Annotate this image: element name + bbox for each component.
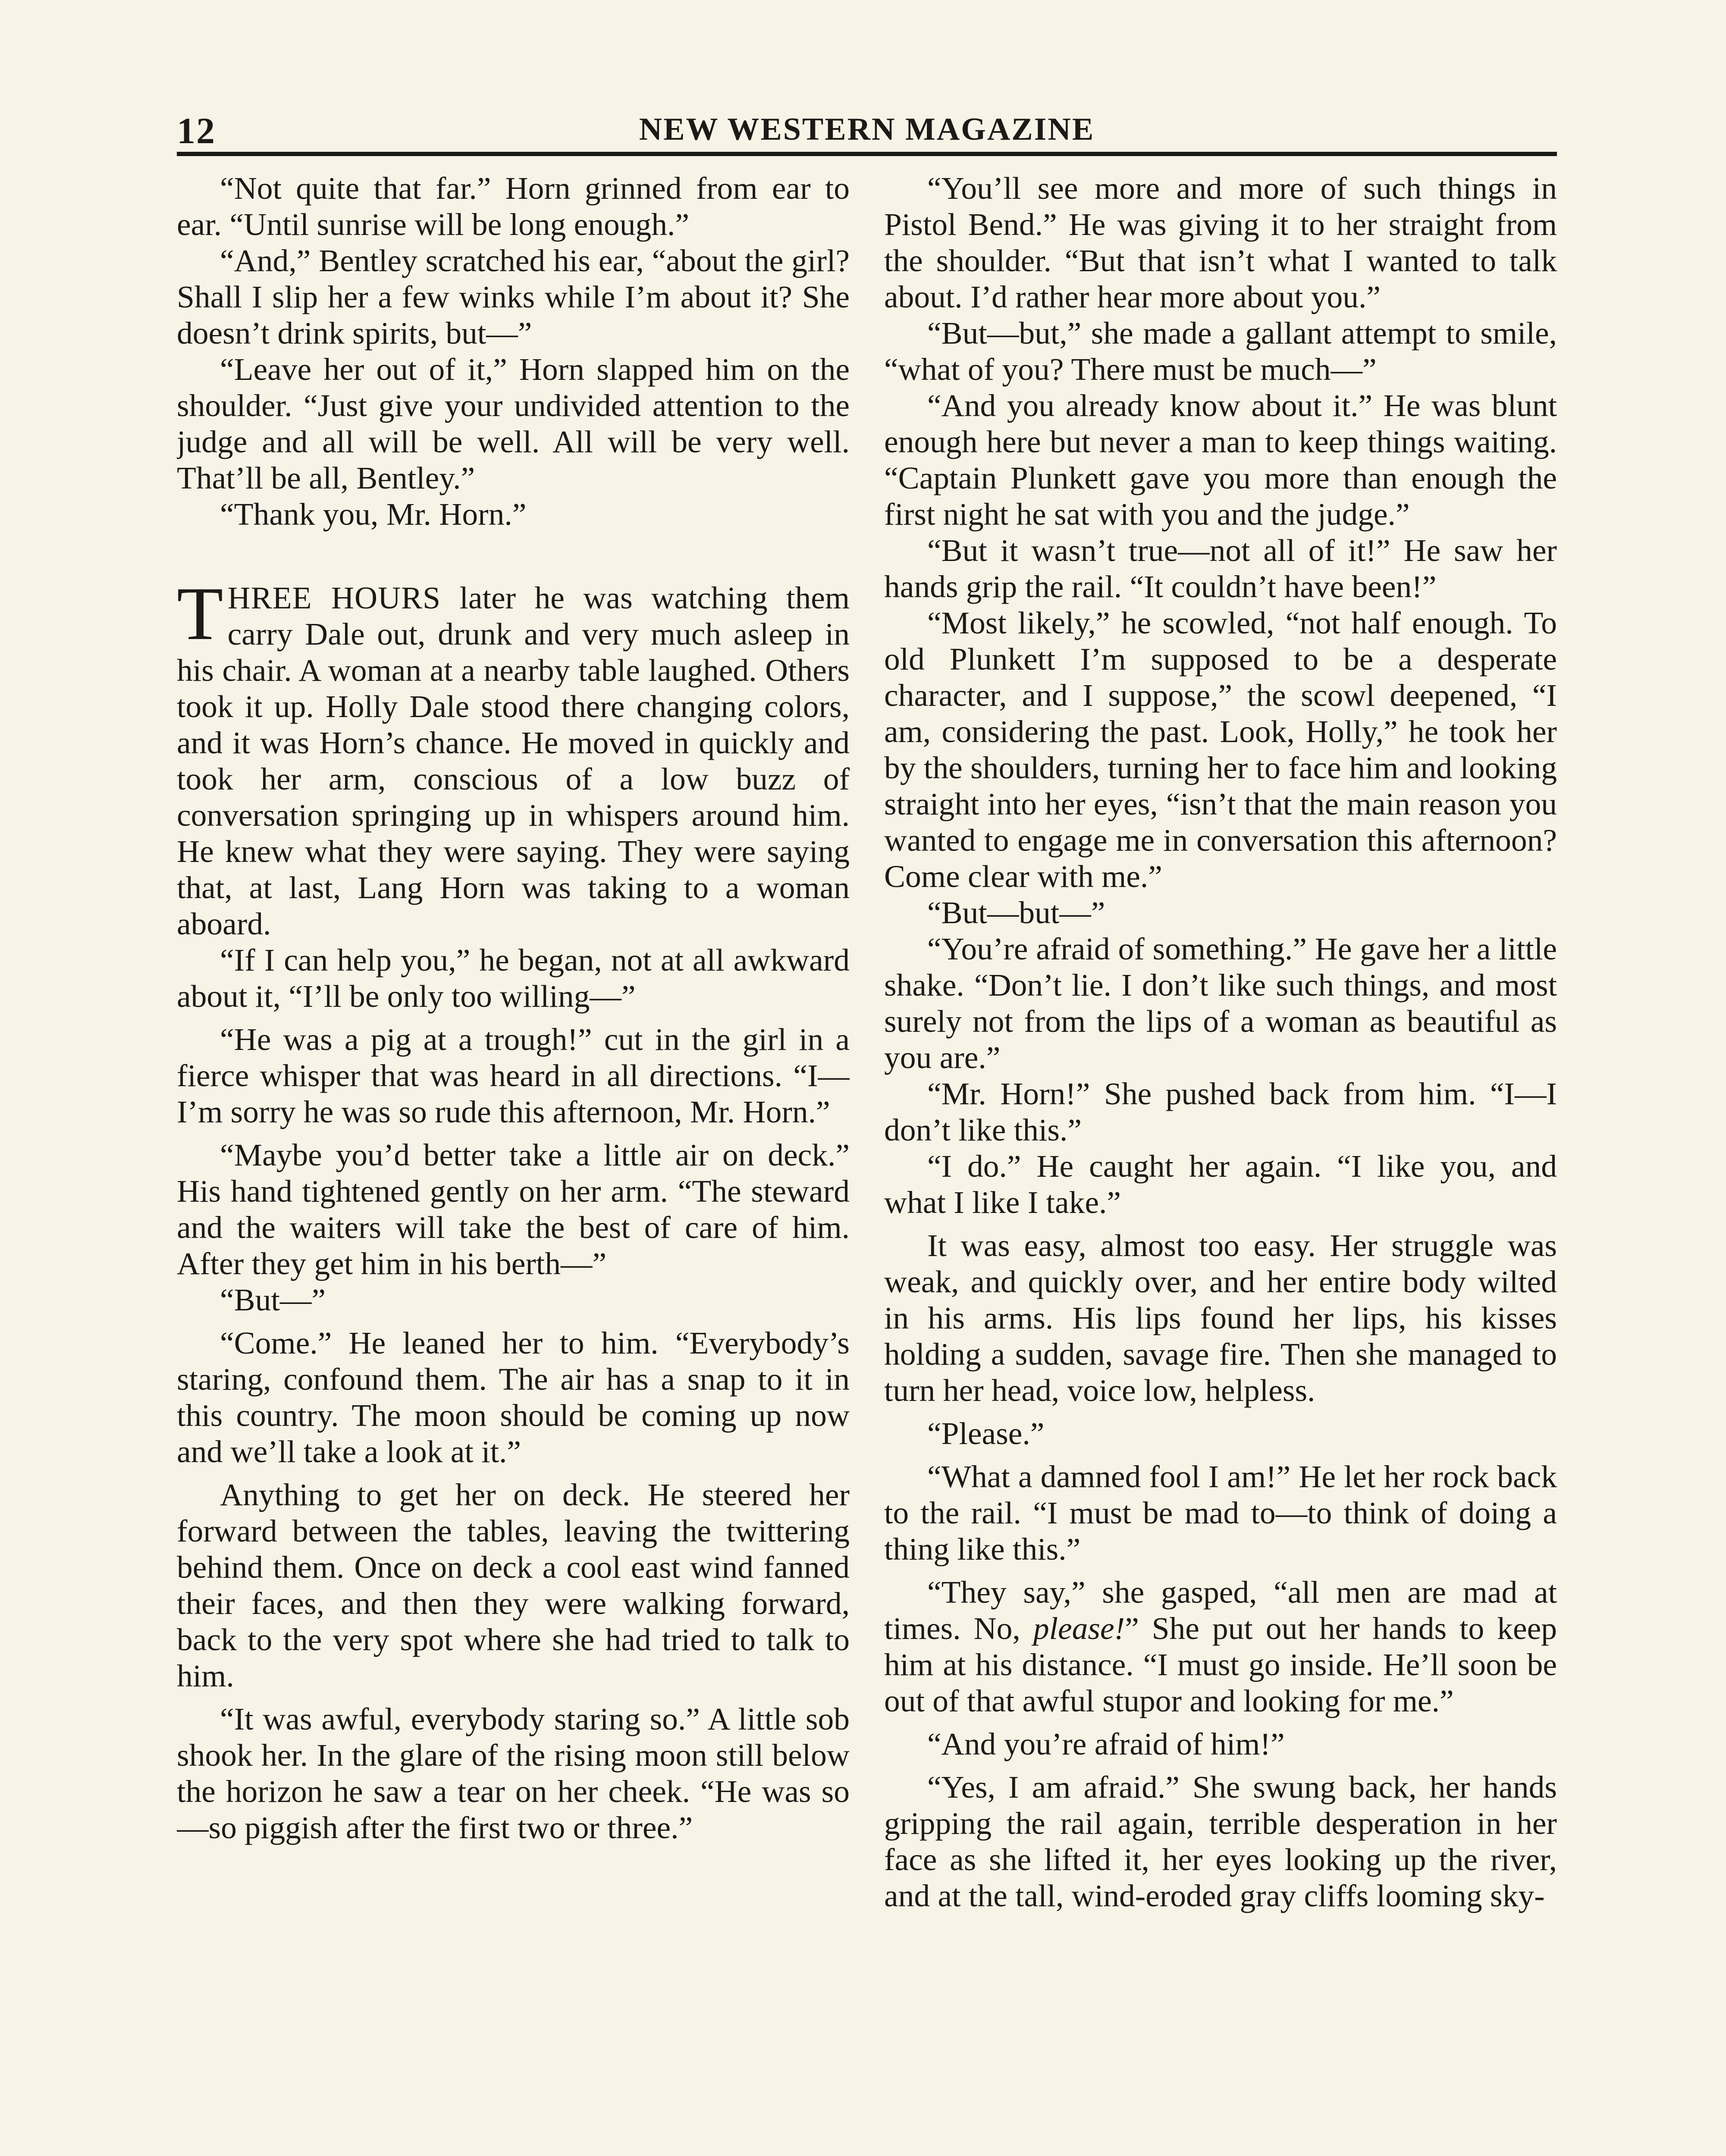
paragraph: “And you already know about it.” He was blunt enough here but never a man to keep things waiting. “Captain Plunkett gave you more than enough the first night he sat with you and the judge.”	[884, 388, 1557, 532]
magazine-title: NEW WESTERN MAGAZINE	[639, 112, 1095, 147]
paragraph: “But—but—”	[927, 895, 1105, 930]
paragraph	[884, 1574, 1557, 1719]
left-column	[177, 170, 850, 2156]
drop-cap: T	[177, 572, 223, 656]
paragraph-text: later he was watching them carry Dale out, drunk and very much asleep in his chair. A woman at a nearby table laughed. Others took it up. Holly Dale stood there changing colors, and it was Horn’s chance. He moved in quickly and took her arm, conscious of a low buzz of conversation springing up in whispers around him. He knew what they were saying. They were saying that, at last, Lang Horn was taking to a woman aboard.	[177, 580, 850, 941]
paragraph: “And you’re afraid of him!”	[927, 1727, 1285, 1761]
paragraph-text: ” She put out her hands to keep him at his distance. “I must go inside. He’ll soon be out of that awful stupor and looking for me.”	[884, 1611, 1557, 1718]
paragraph: “You’ll see more and more of such things in Pistol Bend.” He was giving it to her straight from the shoulder. “But that isn’t what I wanted to talk about. I’d rather hear more about you.”	[884, 171, 1557, 314]
paragraph: “Please.”	[927, 1416, 1045, 1451]
paragraph: Anything to get her on deck. He steered her forward between the tables, leaving the twittering behind them. Once on deck a cool east wind fanned their faces, and then they were walking forward, back to the very spot where she had tried to talk to him.	[177, 1477, 850, 1693]
paragraph: “But—but,” she made a gallant attempt to smile, “what of you? There must be much—”	[884, 316, 1557, 387]
paragraph: “What a damned fool I am!” He let her rock back to the rail. “I must be mad to—to think of doing a thing like this.”	[884, 1459, 1557, 1567]
paragraph: It was easy, almost too easy. Her struggle was weak, and quickly over, and her entire body wilted in his arms. His lips found her lips, his kisses holding a sudden, savage fire. Then she managed to turn her head, voice low, helpless.	[884, 1228, 1557, 1408]
paragraph: “Come.” He leaned her to him. “Everybody’s staring, confound them. The air has a snap to it in this country. The moon should be coming up now and we’ll take a look at it.”	[177, 1326, 850, 1469]
header-rule	[177, 152, 1557, 156]
paragraph-text: “They say,” she gasped, “all men are mad at times. No,	[884, 1575, 1557, 1646]
page-number: 12	[177, 110, 216, 151]
page-header	[177, 103, 1557, 151]
paragraph: “But—”	[220, 1282, 326, 1317]
emphasis-text: please!	[1033, 1611, 1125, 1646]
right-column	[884, 170, 1557, 2156]
paragraph: “It was awful, everybody staring so.” A little sob shook her. In the glare of the rising moon still below the horizon he saw a tear on her cheek. “He was so—so piggish after the first two or three.”	[177, 1702, 850, 1845]
paragraph: “And,” Bentley scratched his ear, “about the girl? Shall I slip her a few winks while I’m about it? She doesn’t drink spirits, but—”	[177, 243, 850, 351]
section-opening-paragraph	[177, 572, 850, 942]
paragraph: “Thank you, Mr. Horn.”	[220, 497, 527, 532]
paragraph: “Most likely,” he scowled, “not half enough. To old Plunkett I’m supposed to be a desperate character, and I suppose,” the scowl deepened, “I am, considering the past. Look, Holly,” he took her by the shoulders, turning her to face him and looking straight into her eyes, “isn’t that the main reason you wanted to engage me in conversation this afternoon? Come clear with me.”	[884, 605, 1557, 894]
paragraph: “Not quite that far.” Horn grinned from ear to ear. “Until sunrise will be long enough.”	[177, 171, 850, 242]
paragraph: “Maybe you’d better take a little air on deck.” His hand tightened gently on her arm. “The steward and the waiters will take the best of care of him. After they get him in his berth—”	[177, 1138, 850, 1281]
paragraph: “Yes, I am afraid.” She swung back, her hands gripping the rail again, terrible desperation in her face as she lifted it, her eyes looking up the river, and at the tall, wind-eroded gray cliffs looming sky-	[884, 1770, 1557, 1913]
paragraph: “He was a pig at a trough!” cut in the girl in a fierce whisper that was heard in all directions. “I—I’m sorry he was so rude this afternoon, Mr. Horn.”	[177, 1022, 850, 1129]
paragraph: “You’re afraid of something.” He gave her a little shake. “Don’t lie. I don’t like such things, and most surely not from the lips of a woman as beautiful as you are.”	[884, 931, 1557, 1075]
paragraph: “But it wasn’t true—not all of it!” He saw her hands grip the rail. “It couldn’t have been!”	[884, 533, 1557, 604]
paragraph: “Leave her out of it,” Horn slapped him on the shoulder. “Just give your undivided attention to the judge and all will be well. All will be very well. That’ll be all, Bentley.”	[177, 352, 850, 495]
paragraph: “If I can help you,” he began, not at all awkward about it, “I’ll be only too willing—”	[177, 943, 850, 1014]
section-lead-in: HREE HOURS	[227, 580, 441, 615]
paragraph: “I do.” He caught her again. “I like you, and what I like I take.”	[884, 1149, 1557, 1220]
paragraph: “Mr. Horn!” She pushed back from him. “I—I don’t like this.”	[884, 1076, 1557, 1147]
